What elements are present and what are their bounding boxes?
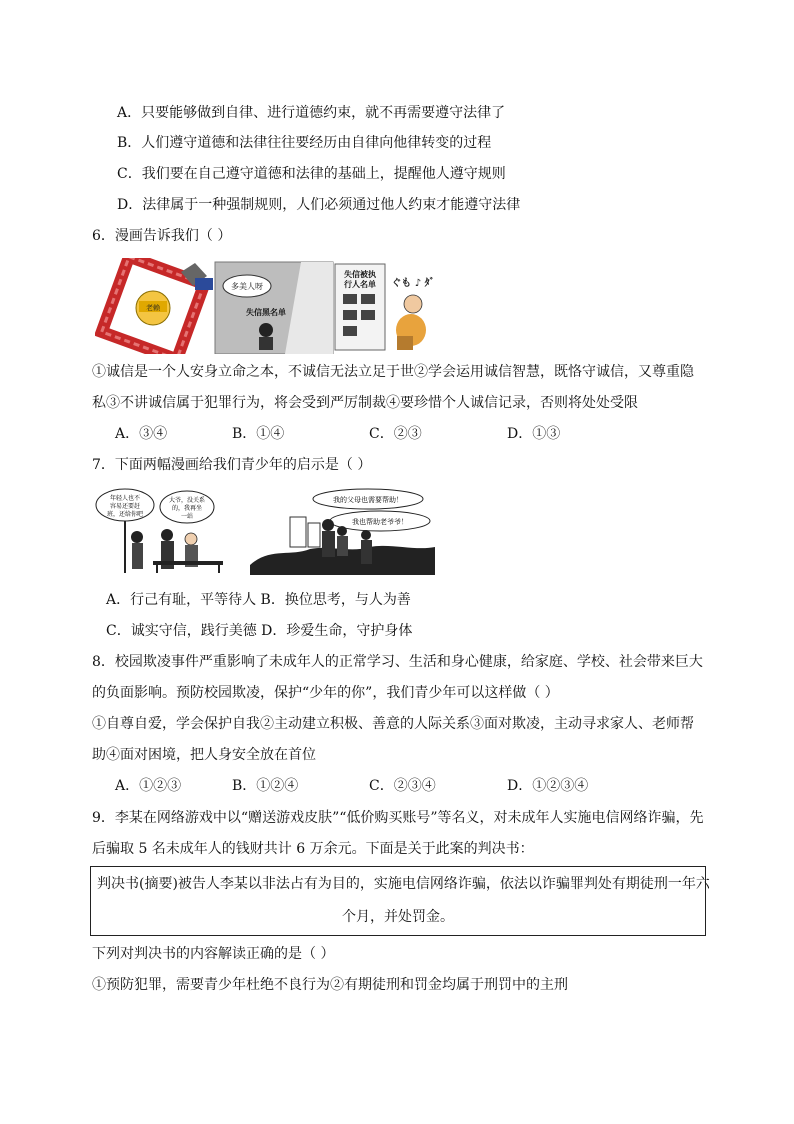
svg-text:ぐも ♪ ﾀﾞ: ぐも ♪ ﾀﾞ [391,278,435,289]
q7-bubble-mid-2: 的，我再坐 [171,505,203,512]
q6-choices [0,424,794,444]
q9-statements-line1: ①预防犯罪，需要青少年杜绝不良行为②有期徒刑和罚金均属于刑罚中的主刑 [92,977,568,993]
q7-options-line1: A．行己有耻，平等待人 B．换位思考，与人为善 [106,592,411,608]
q6-bubble: 多美人呀 [231,282,263,291]
q6-list-title-1: 失信被执 [344,270,376,279]
q7-bubble-right-2: 我也帮助老爷爷！ [352,518,408,526]
q9-question: 下列对判决书的内容解读正确的是（ ） [92,946,335,962]
q6-list-title-2: 行人名单 [344,280,376,289]
q7-stem: 7．下面两幅漫画给我们青少年的启示是（ ） [92,457,372,473]
judgment-line1: 判决书(摘要)被告人李某以非法占有为目的，实施电信网络诈骗，依法以诈骗罪判处有期徒刑一年六 [97,876,710,892]
q8-statements-line2: 助④面对困境，把人身安全放在首位 [92,747,316,763]
q5-option-b: B．人们遵守道德和法律往往要经历由自律向他律转变的过程 [117,135,492,151]
q7-bubble-left-2: 容易还要赶 [109,503,141,510]
judgment-box [90,866,710,936]
q6-choice-a: A．③④ [115,426,168,442]
q7-bubble-left-1: 年轻人也不 [109,495,141,502]
q6-statements-line2: 私③不讲诚信属于犯罪行为，将会受到严厉制裁④要珍惜个人诚信记录，否则将处处受限 [92,395,638,411]
q7-bubble-right-1: 我的父母也需要帮助！ [333,496,403,504]
q7-bubble-mid-1: 大爷，没关系 [168,497,206,504]
q7-comic-right [250,487,435,575]
judgment-line2: 个月，并处罚金。 [342,909,454,925]
q6-badge-label: 老赖 [146,304,160,312]
q6-comic [95,258,445,354]
q5-option-d: D．法律属于一种强制规则，人们必须通过他人约束才能遵守法律 [117,197,521,213]
q8-choice-a: A．①②③ [115,778,182,794]
q8-stem-line2: 的负面影响。预防校园欺凌，保护“少年的你”，我们青少年可以这样做（ ） [92,685,559,701]
q6-choice-b: B．①④ [232,426,285,442]
q6-choice-c: C．②③ [369,426,422,442]
q9-stem-line2: 后骗取 5 名未成年人的钱财共计 6 万余元。下面是关于此案的判决书： [92,841,534,857]
q7-bubble-mid-3: 一站 [180,513,194,520]
q8-stem-line1: 8．校园欺凌事件严重影响了未成年人的正常学习、生活和身心健康，给家庭、学校、社会带来巨大 [92,654,703,670]
q6-choice-d: D．①③ [507,426,561,442]
q9-stem-line1: 9．李某在网络游戏中以“赠送游戏皮肤”“低价购买账号”等名义，对未成年人实施电信网络诈骗，先 [92,810,704,826]
q8-choices [0,776,794,796]
q8-statements-line1: ①自尊自爱，学会保护自我②主动建立积极、善意的人际关系③面对欺凌，主动寻求家人、老师帮 [92,716,694,732]
q5-option-c: C．我们要在自己遵守道德和法律的基础上，提醒他人遵守规则 [117,166,506,182]
q7-bubble-left-3: 班，还给你吧 [106,511,144,518]
q6-stem: 6．漫画告诉我们（ ） [92,228,232,244]
q7-options-line2: C．诚实守信，践行美德 D．珍爱生命，守护身体 [106,623,413,639]
q8-choice-d: D．①②③④ [507,778,589,794]
q6-statements-line1: ①诚信是一个人安身立命之本，不诚信无法立足于世②学会运用诚信智慧，既恪守诚信，又尊重隐 [92,364,694,380]
q7-comic-left [95,487,237,575]
q8-choice-b: B．①②④ [232,778,299,794]
q6-blacklist-label: 失信黑名单 [246,308,286,317]
q8-choice-c: C．②③④ [369,778,436,794]
q5-option-a: A．只要能够做到自律、进行道德约束，就不再需要遵守法律了 [117,105,506,121]
